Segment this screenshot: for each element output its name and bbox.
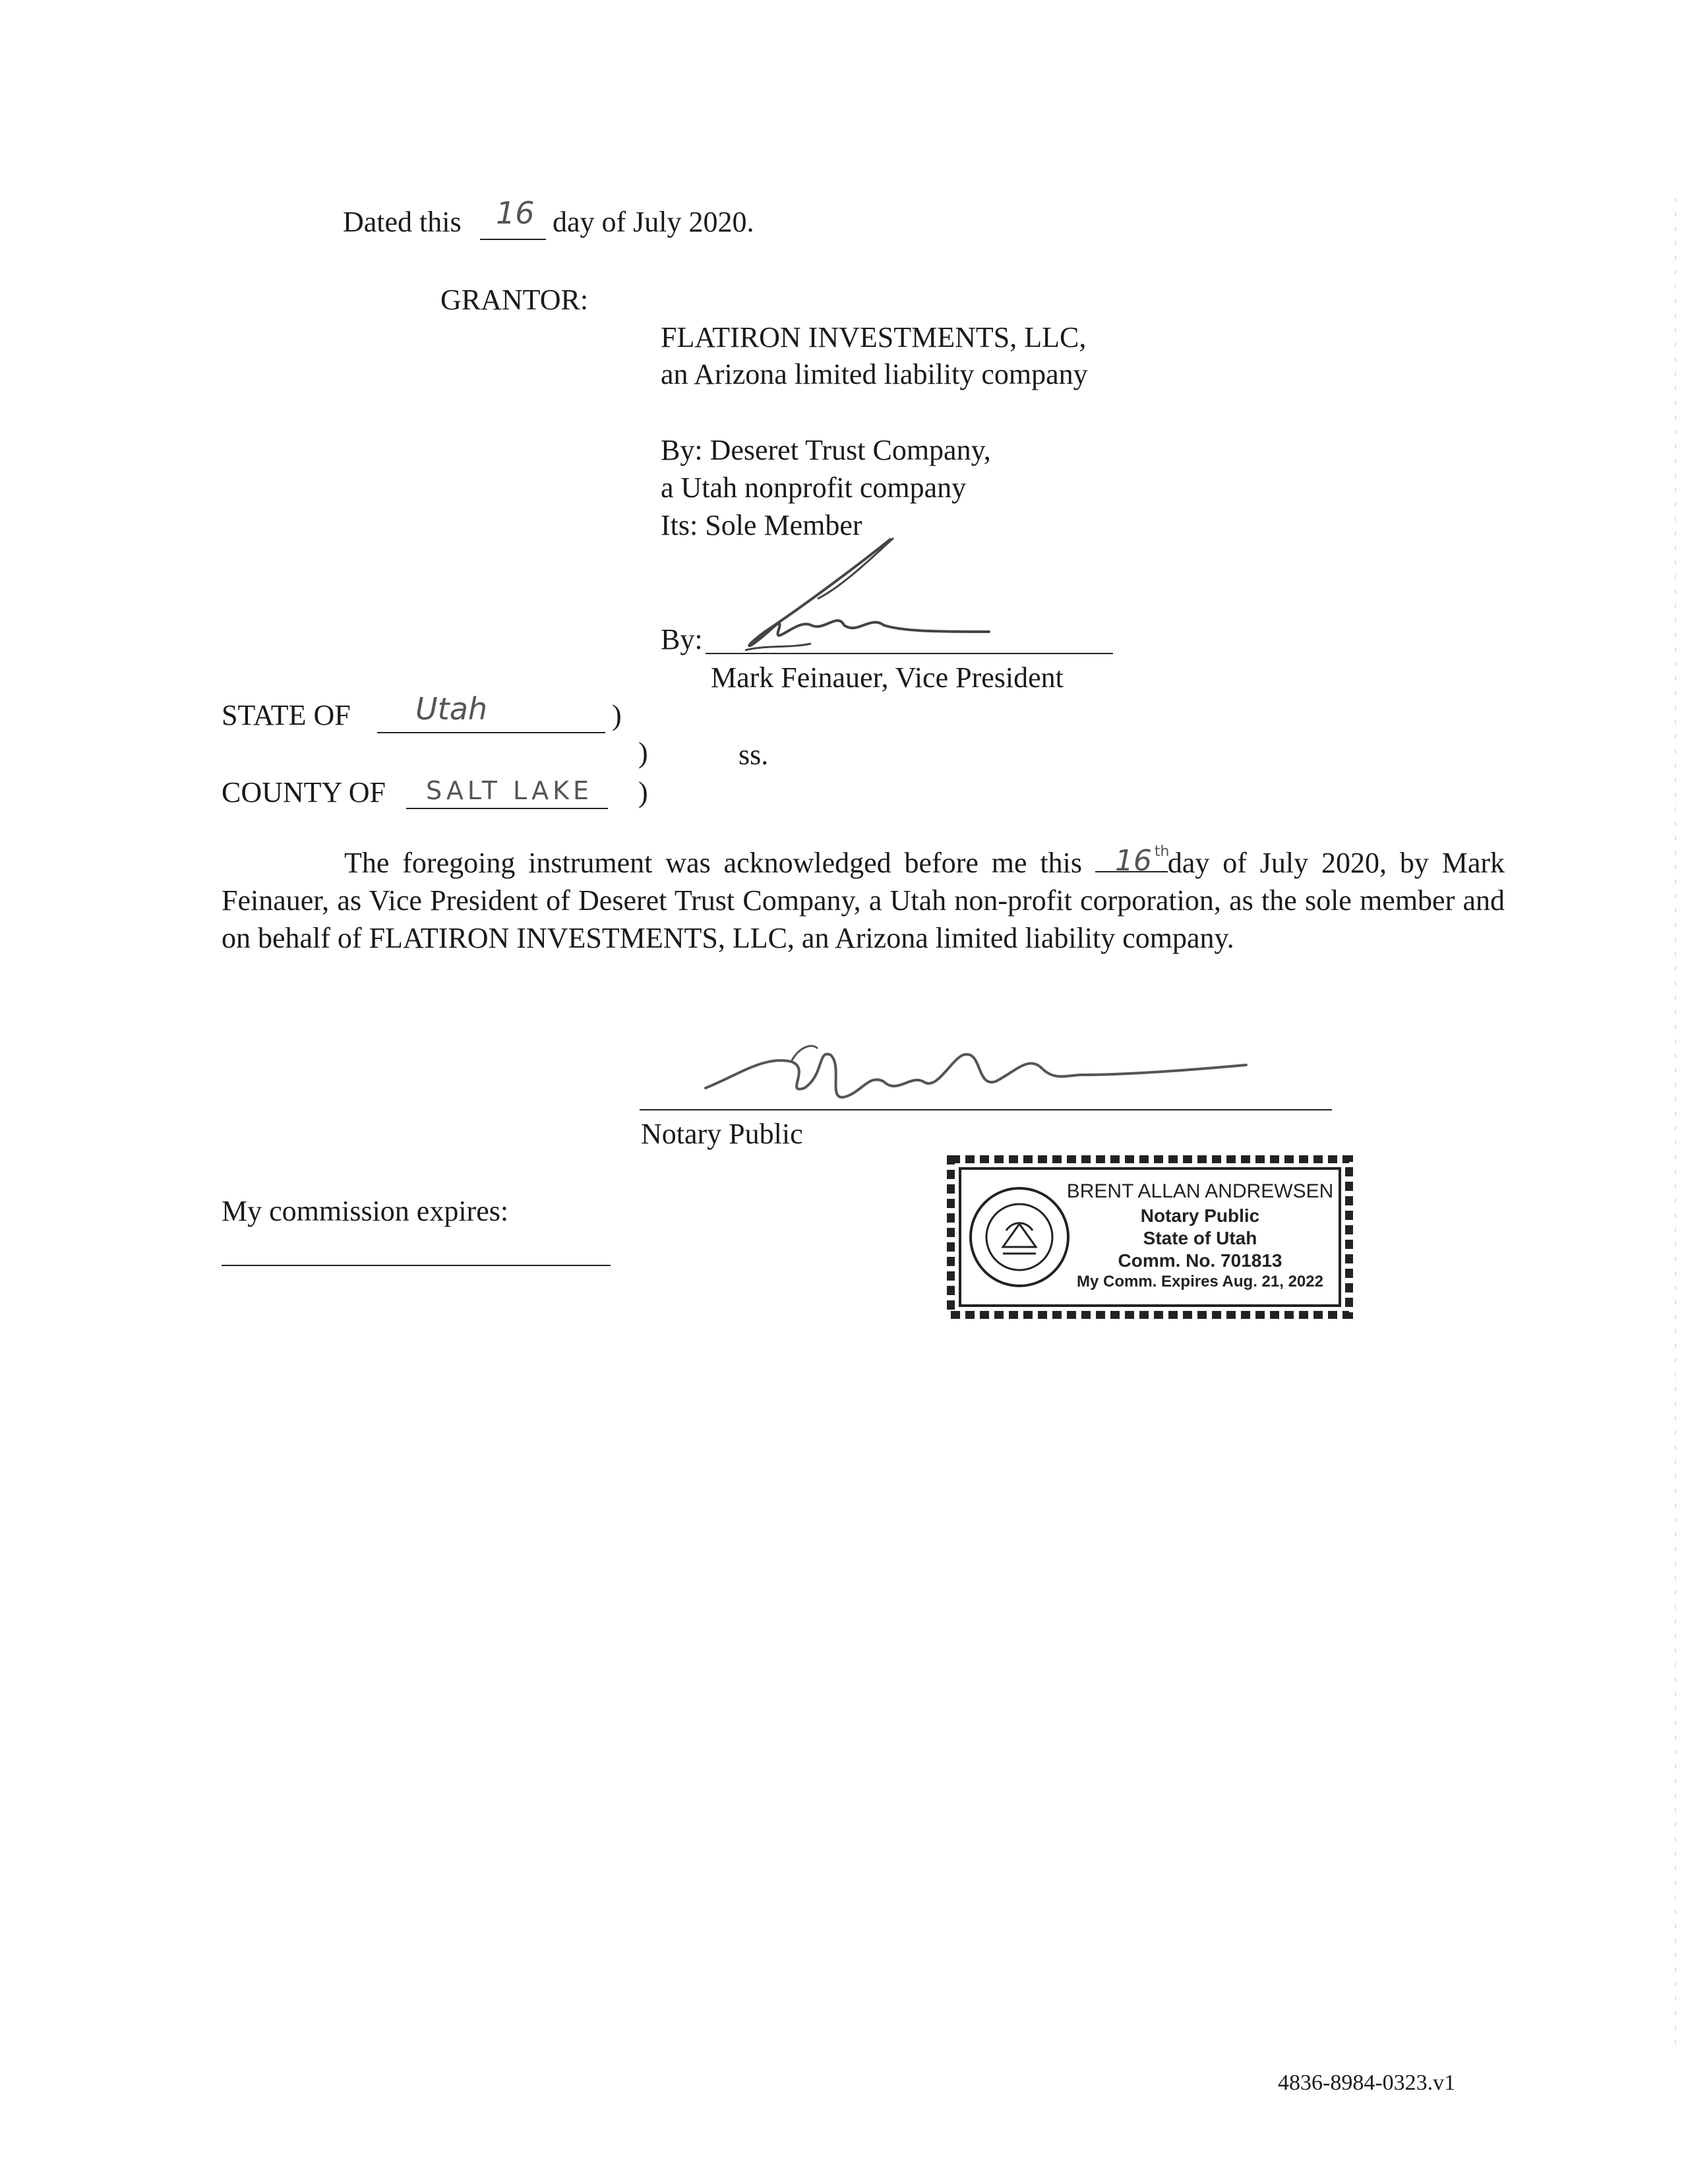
grantor-signature: [725, 533, 1002, 658]
state-label: STATE OF: [222, 699, 351, 731]
grantor-by-line: By: Deseret Trust Company,: [661, 434, 991, 466]
county-line: [406, 808, 608, 809]
paren-2: ): [638, 737, 648, 769]
stamp-name: BRENT ALLAN ANDREWSEN: [1066, 1180, 1334, 1202]
commission-expires-label: My commission expires:: [222, 1195, 509, 1227]
stamp-state: State of Utah: [1143, 1228, 1257, 1248]
commission-expires-line: [222, 1265, 611, 1266]
grantor-by-desc: a Utah nonprofit company: [661, 471, 967, 504]
signature-by-label: By:: [661, 623, 703, 655]
signer-name: Mark Feinauer, Vice President: [711, 661, 1064, 694]
notary-stamp: [947, 1155, 1353, 1319]
grantor-company-name: FLATIRON INVESTMENTS, LLC,: [661, 321, 1087, 353]
state-line: [377, 732, 605, 733]
county-label: COUNTY OF: [222, 776, 386, 808]
notary-public-label: Notary Public: [641, 1118, 803, 1150]
county-value-handwritten: SALT LAKE: [426, 776, 593, 805]
paren-3: ): [638, 776, 648, 808]
stamp-expires: My Comm. Expires Aug. 21, 2022: [1077, 1273, 1323, 1290]
ack-day-field: [1095, 843, 1170, 878]
stamp-title: Notary Public: [1140, 1205, 1260, 1226]
document-id: 4836-8984-0323.v1: [1278, 2071, 1456, 2095]
dated-prefix: Dated this: [343, 206, 462, 238]
grantor-its-line: Its: Sole Member: [661, 509, 862, 541]
grantor-label: GRANTOR:: [440, 284, 589, 316]
dated-day-line: [480, 239, 546, 240]
dated-day-handwritten: 16: [496, 195, 535, 231]
grantor-company-desc: an Arizona limited liability company: [661, 358, 1088, 390]
ack-day-superscript: th: [1154, 843, 1170, 860]
ack-part2: day of July 2020, by Mark Feinauer, as Vice President of Deseret Trust Company, a Utah non-profit corporation, as the sole member and on behalf of FLATIRON INVESTMENTS, LLC, an Arizona limited liability company.: [222, 847, 1505, 954]
ack-day-handwritten: 16: [1114, 844, 1152, 878]
dated-suffix: day of July 2020.: [553, 206, 754, 238]
stamp-comm-no: Comm. No. 701813: [1118, 1250, 1282, 1271]
state-value-handwritten: Utah: [415, 691, 488, 727]
ack-part1: The foregoing instrument was acknowledged before me this: [344, 847, 1082, 879]
ss-label: ss.: [738, 739, 769, 771]
notary-signature: [699, 1035, 1253, 1128]
paren-1: ): [612, 699, 622, 731]
scan-edge-artifact: [1675, 198, 1676, 2044]
acknowledgment-paragraph: [222, 844, 1505, 957]
